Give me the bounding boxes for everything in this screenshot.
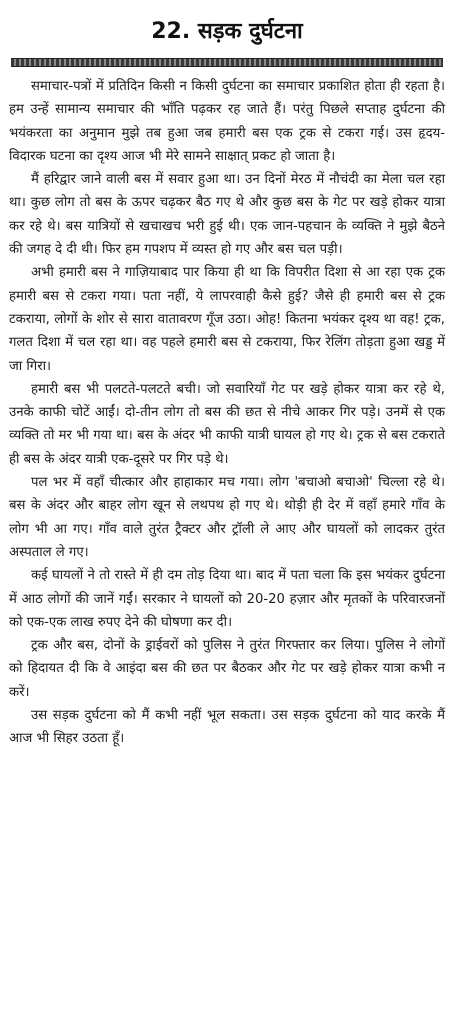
essay-body [9, 75, 445, 751]
paragraph-4: हमारी बस भी पलटते-पलटते बची। जो सवारियाँ गेट पर खड़े होकर यात्रा कर रहे थे, उनके काफी चोटें आईं। दो-तीन लोग तो बस की छत से नीचे आकर गिर पड़े। उनमें से एक व्यक्ति तो मर भी गया था। बस के अंदर भी काफी यात्री घायल हो गए थे। ट्रक से बस टकराते ही बस के अंदर यात्री एक-दूसरे पर गिर पड़े थे। [9, 381, 445, 467]
paragraph-2: मैं हरिद्वार जाने वाली बस में सवार हुआ था। उन दिनों मेरठ में नौचंदी का मेला चल रहा था। कुछ लोग तो बस के ऊपर चढ़कर बैठ गए थे और कुछ बस के गेट पर खड़े होकर यात्रा कर रहे थे। बस यात्रियों से खचाखच भरी हुई थी। एक जान-पहचान के व्यक्ति ने मुझे बैठने की जगह दे दी थी। फिर हम गपशप में व्यस्त हो गए और बस चल पड़ी। [9, 172, 445, 258]
essay-title: 22. सड़क दुर्घटना [151, 19, 303, 44]
paragraph-1: समाचार-पत्रों में प्रतिदिन किसी न किसी दुर्घटना का समाचार प्रकाशित होता ही रहता है। हम उन्हें सामान्य समाचार की भाँति पढ़कर रह जाते हैं। परंतु पिछले सप्ताह दुर्घटना की भयंकरता का अनुमान मुझे तब हुआ जब हमारी बस एक ट्रक से टकरा गई। उस हृदय-विदारक घटना का दृश्य आज भी मेरे सामने साक्षात् प्रकट हो जाता है। [9, 79, 445, 164]
paragraph-8: उस सड़क दुर्घटना को मैं कभी नहीं भूल सकता। उस सड़क दुर्घटना को याद करके मैं आज भी सिहर उठता हूँ। [9, 708, 445, 747]
paragraph-3: अभी हमारी बस ने गाज़ियाबाद पार किया ही था कि विपरीत दिशा से आ रहा एक ट्रक हमारी बस से टकरा गया। पता नहीं, ये लापरवाही कैसे हुई? जैसे ही हमारी बस से ट्रक टकराया, लोगों के शोर से सारा वातावरण गूँज उठा। ओह! कितना भयंकर दृश्य था वह! ट्रक, गलत दिशा में चल रहा था। वह पहले हमारी बस से टकराया, फिर रेलिंग तोड़ता हुआ खड्ड में जा गिरा। [9, 265, 445, 374]
paragraph-6: कई घायलों ने तो रास्ते में ही दम तोड़ दिया था। बाद में पता चला कि इस भयंकर दुर्घटना में आठ लोगों की जानें गईं। सरकार ने घायलों को 20-20 हज़ार और मृतकों के परिवारजनों को एक-एक लाख रुपए देने की घोषणा कर दी। [9, 568, 445, 630]
paragraph-7: ट्रक और बस, दोनों के ड्राईवरों को पुलिस ने तुरंत गिरफ्तार कर लिया। पुलिस ने लोगों को हिदायत दी कि वे आइंदा बस की छत पर बैठकर और गेट पर खड़े होकर यात्रा कभी न करें। [9, 638, 445, 700]
paragraph-5: पल भर में वहाँ चीत्कार और हाहाकार मच गया। लोग 'बचाओ बचाओ' चिल्ला रहे थे। बस के अंदर और बाहर लोग खून से लथपथ हो गए थे। थोड़ी ही देर में वहाँ हमारे गाँव के लोग भी आ गए। गाँव वाले तुरंत ट्रैक्टर और ट्रॉली ले आए और घायलों को लादकर तुरंत अस्पताल ले गए। [9, 475, 445, 560]
title-divider [11, 58, 443, 67]
